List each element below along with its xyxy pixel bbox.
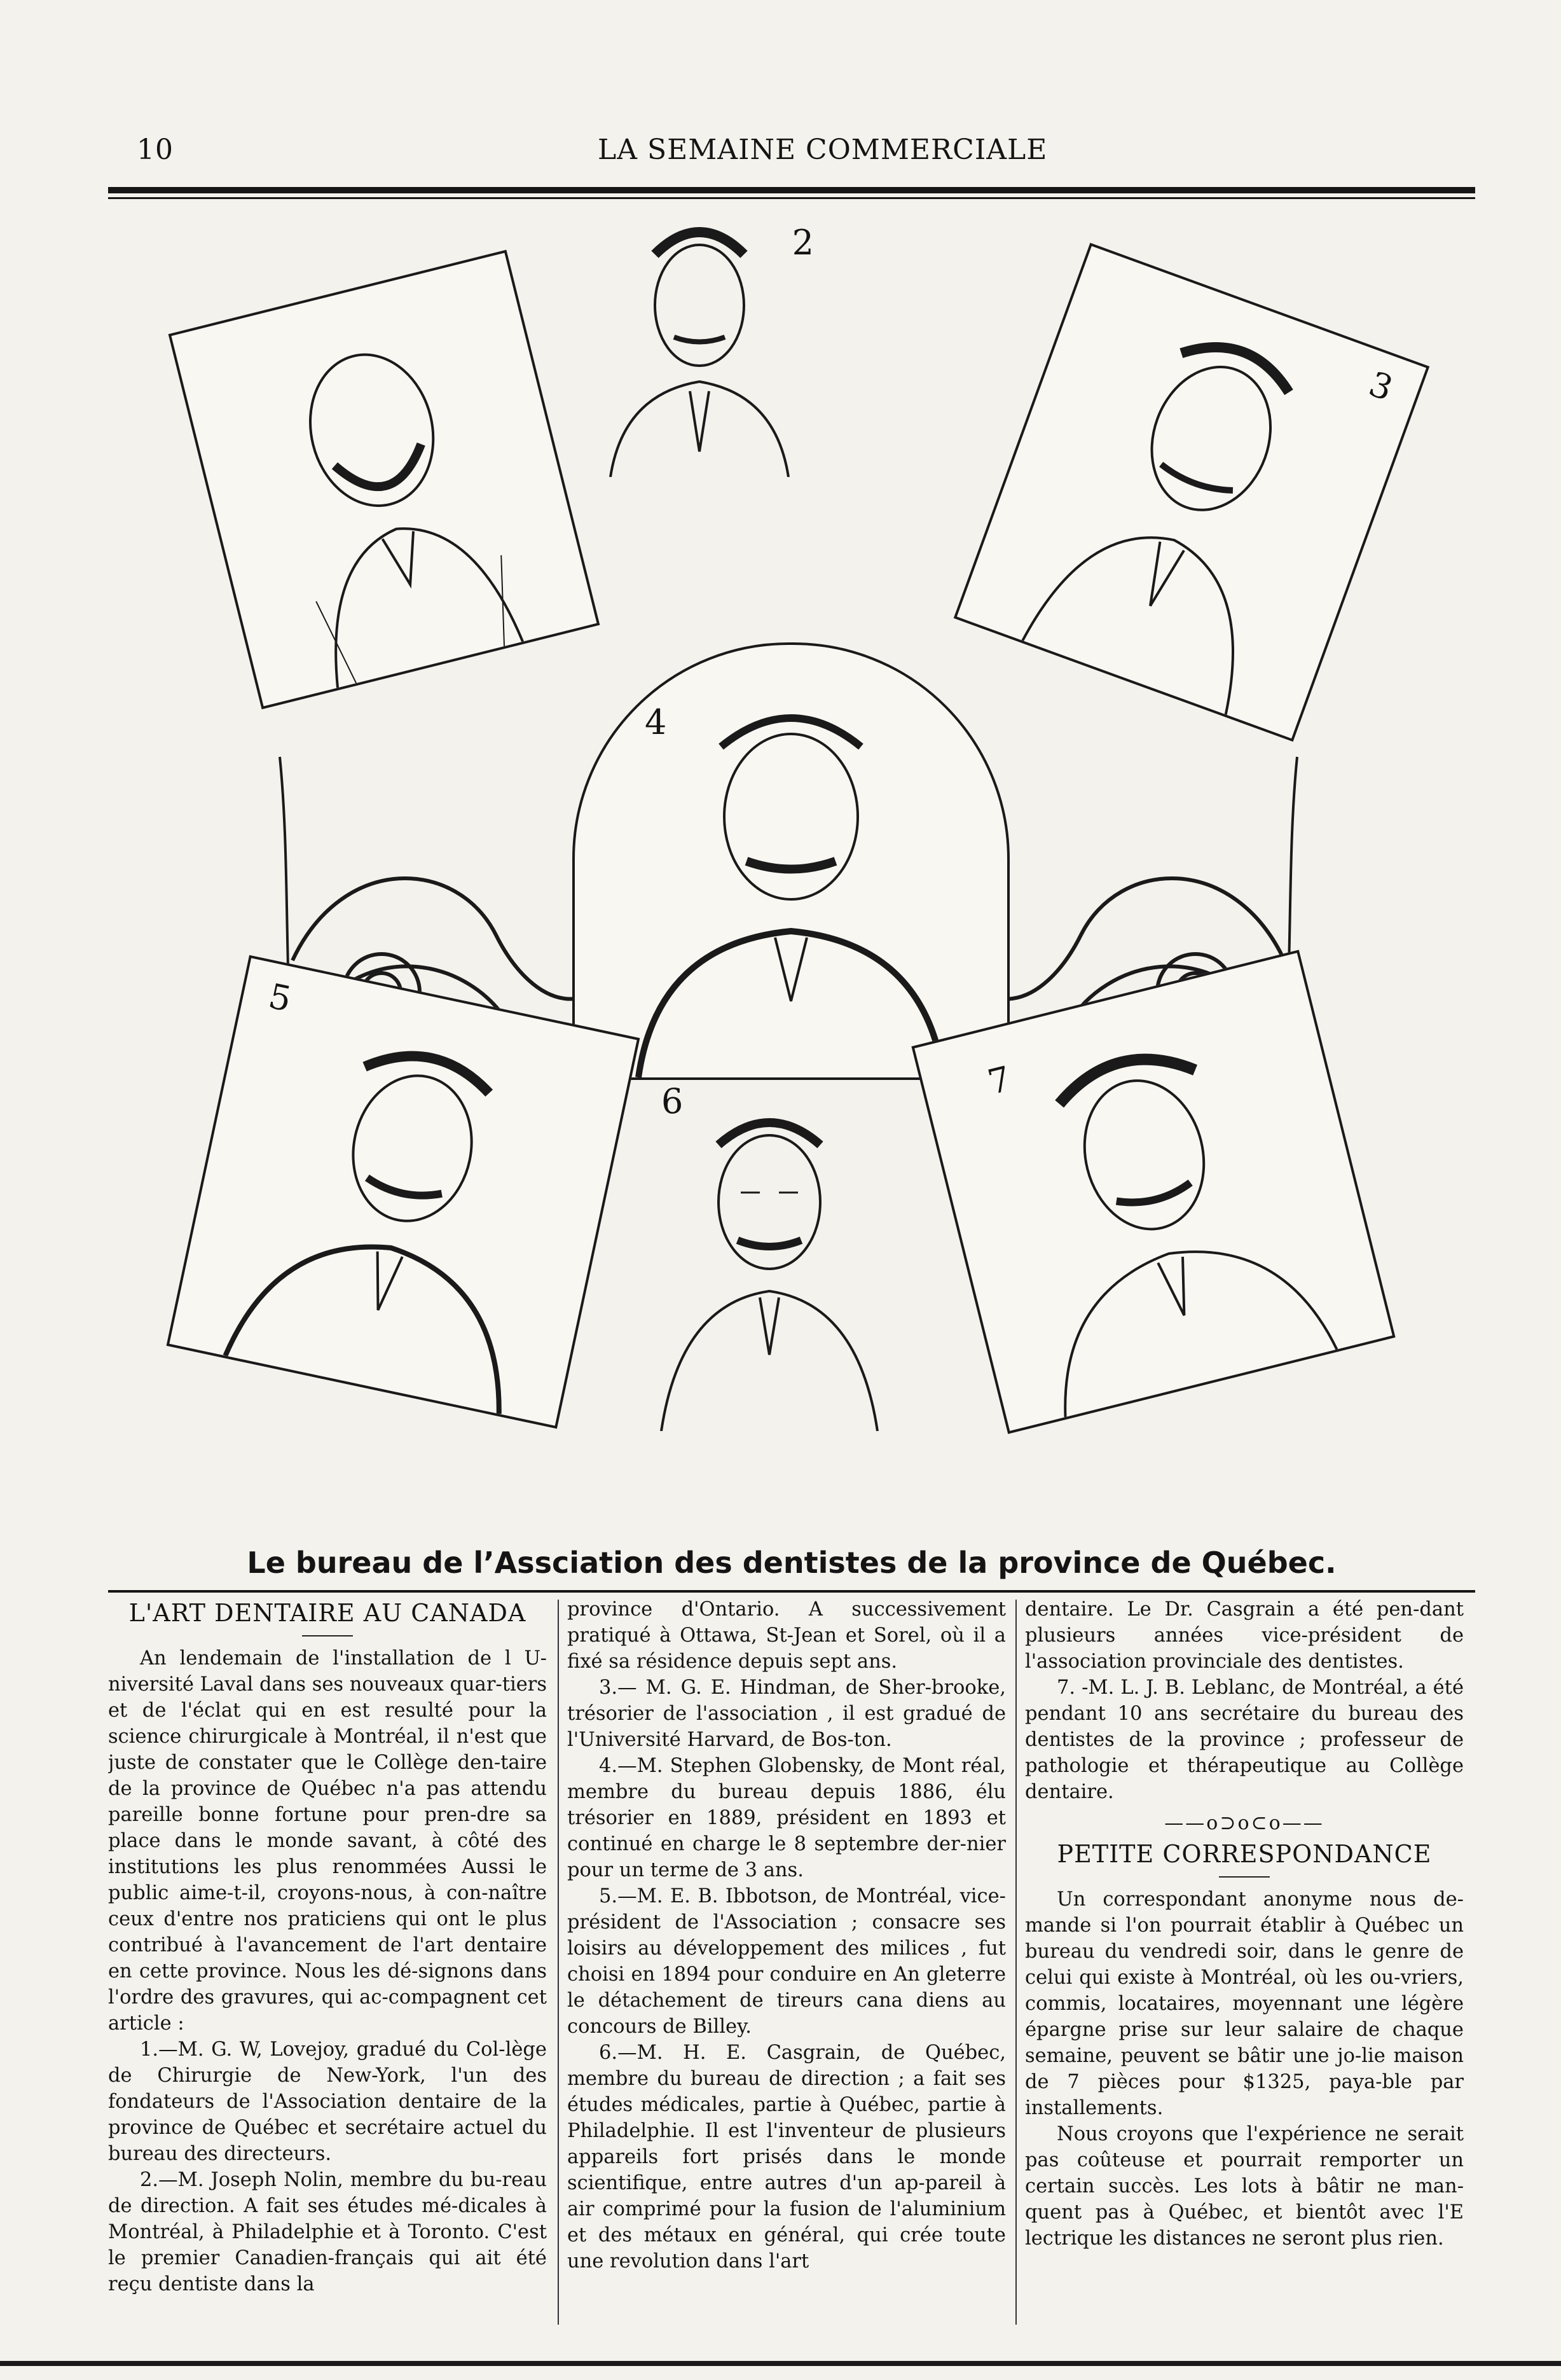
portrait-2-engraving	[585, 210, 814, 477]
portrait-5	[167, 955, 640, 1429]
plate-caption: Le bureau de l’Assciation des dentistes de la province de Québec.	[247, 1546, 1337, 1580]
header-rule-thin	[108, 197, 1475, 199]
column-divider	[558, 1600, 559, 2325]
article-paragraph: 6.—M. H. E. Casgrain, de Québec, membre du bureau de direction ; a fait ses études médicales, partie à Québec, partie à Philadelphie. Il est l'inventeur de plusieurs appareils fort prisés dans le monde scientifique, entre autres d'un ap-pareil à air comprimé pour la fusion de l'aluminium et des métaux en général, qui crée toute une revolution dans l'art	[567, 2042, 1006, 2273]
portrait-4-number: 4	[645, 702, 667, 742]
column-divider	[1015, 1600, 1017, 2325]
article-title: L'ART DENTAIRE AU CANADA	[128, 1599, 526, 1627]
title-dash	[1219, 1876, 1270, 1878]
header-rule	[108, 187, 1475, 193]
portrait-3-number: 3	[1363, 363, 1398, 409]
portrait-6	[636, 1075, 903, 1431]
article-paragraph: 5.—M. E. B. Ibbotson, de Montréal, vice-président de l'Association ; consacre ses loisirs au développement des milices , fut choisi en 1894 pour conduire en An gleterre le détachement de tireurs cana diens au concours de Billey.	[567, 1885, 1006, 2038]
portrait-2-number: 2	[792, 223, 814, 263]
column-1	[108, 1596, 547, 2321]
journal-title: LA SEMAINE COMMERCIALE	[598, 134, 1048, 166]
portrait-3-engraving	[957, 246, 1426, 738]
correspondence-paragraph: Un correspondant anonyme nous de-mande si l'on pourrait établir à Québec un bureau du vendredi soir, dans le genre de celui qui existe à Montréal, où les ou-vriers, commis, locataires, moyennant une légère épargne prise sur leur salaire de chaque semaine, peuvent se bâtir une jo-lie maison de 7 pièces pour $1325, paya-ble par installements.	[1025, 1888, 1464, 2119]
portrait-1-engraving	[171, 253, 596, 707]
article-paragraph: 2.—M. Joseph Nolin, membre du bu-reau de direction. A fait ses études mé-dicales à Montréal, à Philadelphie et à Toronto. C'est le premier Canadien-français qui ait été reçu dentiste dans la	[108, 2169, 547, 2295]
portrait-4	[572, 642, 1010, 1080]
section-ornament: ——o⊃o⊂o——	[1164, 1812, 1324, 1834]
portrait-6-number: 6	[661, 1081, 684, 1121]
portrait-6-engraving	[636, 1075, 903, 1431]
portrait-5-number: 5	[265, 976, 295, 1020]
correspondence-title: PETITE CORRESPONDANCE	[1057, 1840, 1432, 1868]
article-paragraph: 3.— M. G. E. Hindman, de Sher-brooke, trésorier de l'association , il est gradué de l'Université Harvard, de Bos-ton.	[567, 1677, 1006, 1751]
portrait-7-number: 7	[984, 1058, 1015, 1103]
article-paragraph: dentaire. Le Dr. Casgrain a été pen-dant plusieurs années vice-président de l'association provinciale des dentistes.	[1025, 1598, 1464, 1673]
column-2	[567, 1596, 1006, 2321]
portrait-plate	[191, 210, 1398, 1520]
title-dash	[302, 1635, 353, 1636]
article-paragraph: 4.—M. Stephen Globensky, de Mont réal, membre du bureau depuis 1886, élu trésorier en 1889, président en 1893 et continué en charge le 8 septembre der-nier pour un terme de 3 ans.	[567, 1755, 1006, 1881]
portrait-5-engraving	[169, 958, 636, 1425]
portrait-4-engraving	[575, 645, 1007, 1077]
page-bottom-rule	[0, 2361, 1561, 2366]
article-paragraph: 7. -M. L. J. B. Leblanc, de Montréal, a été pendant 10 ans secrétaire du bureau des dentistes de la province ; professeur de pathologie et thérapeutique au Collège dentaire.	[1025, 1677, 1464, 1803]
portrait-3	[954, 243, 1430, 742]
page-number: 10	[137, 134, 174, 166]
article-paragraph: 1.—M. G. W, Lovejoy, gradué du Col-lège de Chirurgie de New-York, l'un des fondateurs de l'Association dentaire de la province de Québec et secrétaire actuel du bureau des directeurs.	[108, 2038, 547, 2165]
article-paragraph: An lendemain de l'installation de l U-niversité Laval dans ses nouveaux quar-tiers et de l'éclat qui en est resulté pour la science chirurgicale à Montréal, il n'est que juste de constater que le Collège den-taire de la province de Québec n'a pas attendu pareille bonne fortune pour pren-dre sa place dans le monde savant, à côté des institutions les plus renommées Aussi le public aime-t-il, croyons-nous, à con-naître ceux d'entre nos praticiens qui ont le plus contribué à l'avancement de l'art dentaire en cette province. Nous les dé-signons dans l'ordre des gravures, qui ac-compagnent cet article :	[108, 1647, 547, 2035]
caption-rule	[108, 1590, 1475, 1593]
correspondence-paragraph: Nous croyons que l'expérience ne serait pas coûteuse et pourrait remporter un certain succès. Les lots à bâtir ne man-quent pas à Québec, et bientôt avec l'E lectrique les distances ne seront plus rien.	[1025, 2123, 1464, 2250]
column-3	[1025, 1596, 1464, 2321]
portrait-1	[168, 250, 600, 710]
portrait-2	[585, 210, 814, 477]
article-paragraph: province d'Ontario. A successivement pratiqué à Ottawa, St-Jean et Sorel, où il a fixé sa résidence depuis sept ans.	[567, 1598, 1006, 1673]
